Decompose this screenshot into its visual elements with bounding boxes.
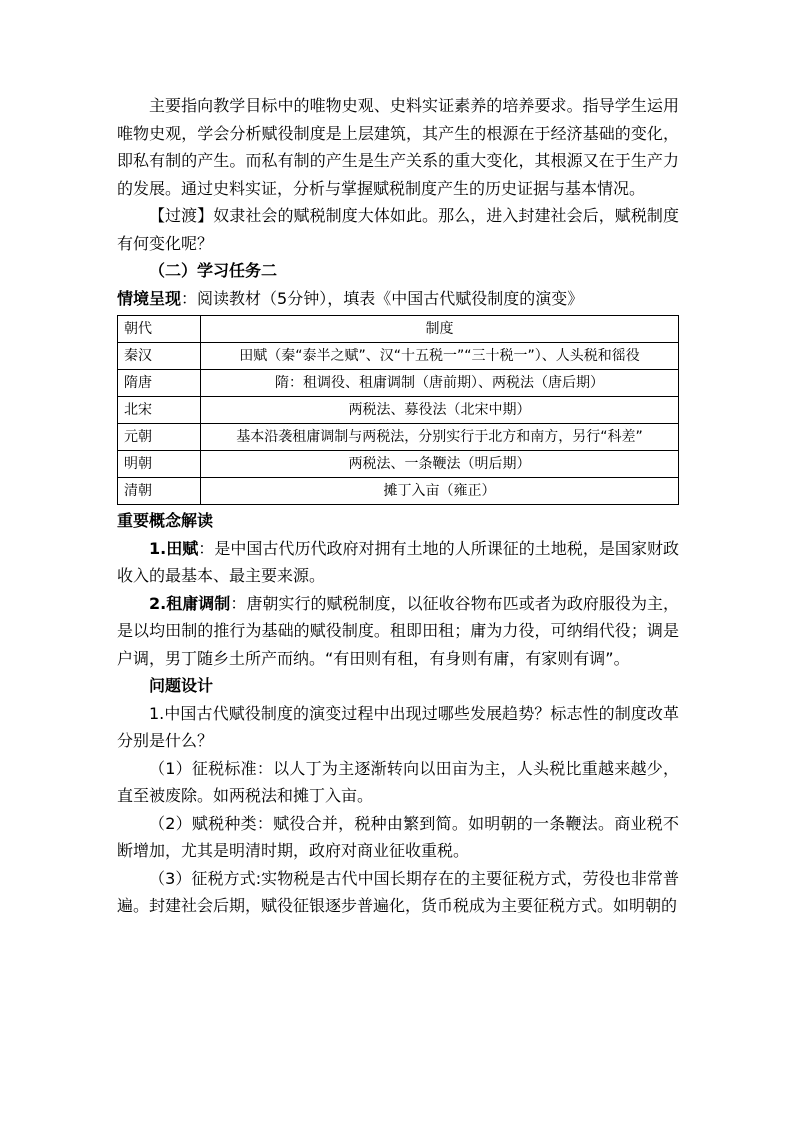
- table-row: [118, 451, 679, 478]
- concept-tianfu-text: ：是中国古代历代政府对拥有土地的人所课征的土地税，是国家财政收入的最基本、最主要来源。: [117, 538, 679, 585]
- scenario-label: 情境呈现: [117, 288, 182, 308]
- table-row: [118, 397, 679, 424]
- table-row: [118, 370, 679, 397]
- scenario-line: [117, 285, 679, 313]
- questions-heading: 问题设计: [149, 676, 214, 695]
- cell-system: 田赋（秦“泰半之赋”、汉“十五税一”“三十税一”）、人头税和徭役: [201, 343, 679, 370]
- answer-3-methods: （3）征税方式:实物税是古代中国长期存在的主要征税方式，劳役也非常普遍。封建社会后期，赋役征银逐步普遍化，货币税成为主要征税方式。如明朝的: [117, 868, 679, 915]
- cell-dynasty: 明朝: [118, 451, 201, 478]
- concepts-heading: 重要概念解读: [117, 511, 214, 530]
- cell-system: 两税法、一条鞭法（明后期）: [201, 451, 679, 478]
- concept-zuyongdiao-label: 2.租庸调制: [149, 593, 231, 613]
- cell-dynasty: 秦汉: [118, 343, 201, 370]
- header-system: 制度: [201, 316, 679, 343]
- paragraph-teaching-goal: 主要指向教学目标中的唯物史观、史料实证素养的培养要求。指导学生运用唯物史观，学会分析赋役制度是上层建筑，其产生的根源在于经济基础的变化，即私有制的产生。而私有制的产生是生产关系的重大变化，其根源又在于生产力的发展。通过史料实证，分析与掌握赋税制度产生的历史证据与基本情况。: [117, 96, 679, 198]
- cell-system: 两税法、募役法（北宋中期）: [201, 397, 679, 424]
- document-body: [117, 92, 679, 920]
- concept-tianfu: [117, 535, 679, 590]
- concept-zuyongdiao-text: ：唐朝实行的赋税制度，以征收谷物布匹或者为政府服役为主，是以均田制的推行为基础的赋役制度。租即田租；庸为力役，可纳绢代役；调是户调，男丁随乡土所产而纳。“有田则有租，有身则有庸，有家则有调”。: [117, 593, 679, 668]
- cell-dynasty: 清朝: [118, 478, 201, 505]
- table-header-row: [118, 316, 679, 343]
- question-1: 1.中国古代赋役制度的演变过程中出现过哪些发展趋势？标志性的制度改革分别是什么？: [117, 703, 679, 750]
- scenario-text: ：阅读教材（5分钟），填表《中国古代赋役制度的演变》: [181, 288, 584, 308]
- table-row: [118, 424, 679, 451]
- header-dynasty: 朝代: [118, 316, 201, 343]
- concept-zuyongdiao: [117, 590, 679, 673]
- cell-system: 隋：租调役、租庸调制（唐前期）、两税法（唐后期）: [201, 370, 679, 397]
- cell-dynasty: 北宋: [118, 397, 201, 424]
- cell-system: 摊丁入亩（雍正）: [201, 478, 679, 505]
- cell-dynasty: 元朝: [118, 424, 201, 451]
- task-heading: （二）学习任务二: [149, 261, 278, 280]
- answer-2-types: （2）赋税种类：赋役合并，税种由繁到简。如明朝的一条鞭法。商业税不断增加，尤其是明清时期，政府对商业征收重税。: [117, 813, 679, 860]
- table-row: [118, 343, 679, 370]
- paragraph-transition: 【过渡】奴隶社会的赋税制度大体如此。那么，进入封建社会后，赋税制度有何变化呢？: [117, 206, 679, 253]
- cell-dynasty: 隋唐: [118, 370, 201, 397]
- tax-evolution-table: [117, 315, 679, 505]
- cell-system: 基本沿袭租庸调制与两税法，分别实行于北方和南方，另行“科差”: [201, 424, 679, 451]
- concept-tianfu-label: 1.田赋: [149, 538, 199, 558]
- table-row: [118, 478, 679, 505]
- answer-1-standard: （1）征税标准：以人丁为主逐渐转向以田亩为主，人头税比重越来越少，直至被废除。如两税法和摊丁入亩。: [117, 758, 679, 805]
